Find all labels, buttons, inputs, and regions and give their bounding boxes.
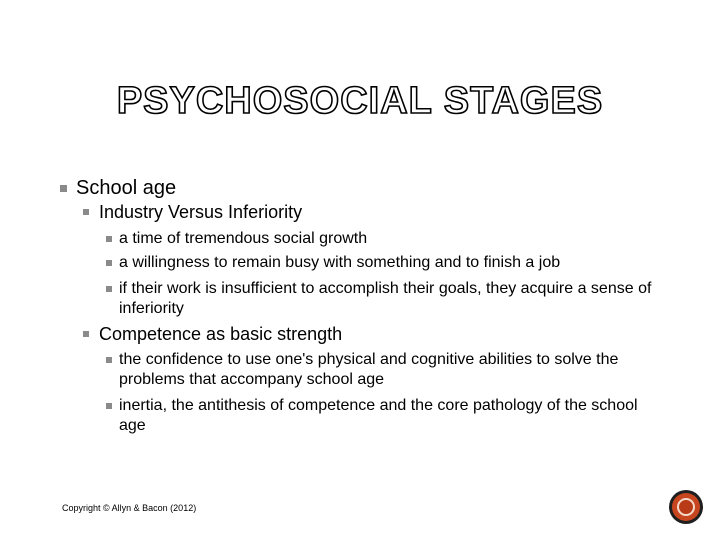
square-bullet-icon bbox=[106, 236, 112, 242]
square-bullet-icon bbox=[106, 357, 112, 363]
square-bullet-icon bbox=[83, 331, 89, 337]
slide-title: PSYCHOSOCIAL STAGES bbox=[116, 80, 604, 122]
square-bullet-icon bbox=[106, 260, 112, 266]
square-bullet-icon bbox=[83, 209, 89, 215]
square-bullet-icon bbox=[60, 185, 67, 192]
bullet-inertia: inertia, the antithesis of competence and the core pathology of the school age bbox=[106, 396, 666, 436]
bullet-sense-of-inferiority: if their work is insufficient to accomplish their goals, they acquire a sense of inferiority bbox=[106, 279, 666, 319]
bullet-social-growth: a time of tremendous social growth bbox=[106, 229, 666, 249]
square-bullet-icon bbox=[106, 286, 112, 292]
bullet-confidence: the confidence to use one's physical and cognitive abilities to solve the problems that accompany school age bbox=[106, 350, 666, 390]
copyright-footer: Copyright © Allyn & Bacon (2012) bbox=[62, 503, 197, 513]
circle-logo-icon bbox=[669, 490, 703, 524]
square-bullet-icon bbox=[106, 403, 112, 409]
bullet-willingness: a willingness to remain busy with something and to finish a job bbox=[106, 253, 666, 273]
